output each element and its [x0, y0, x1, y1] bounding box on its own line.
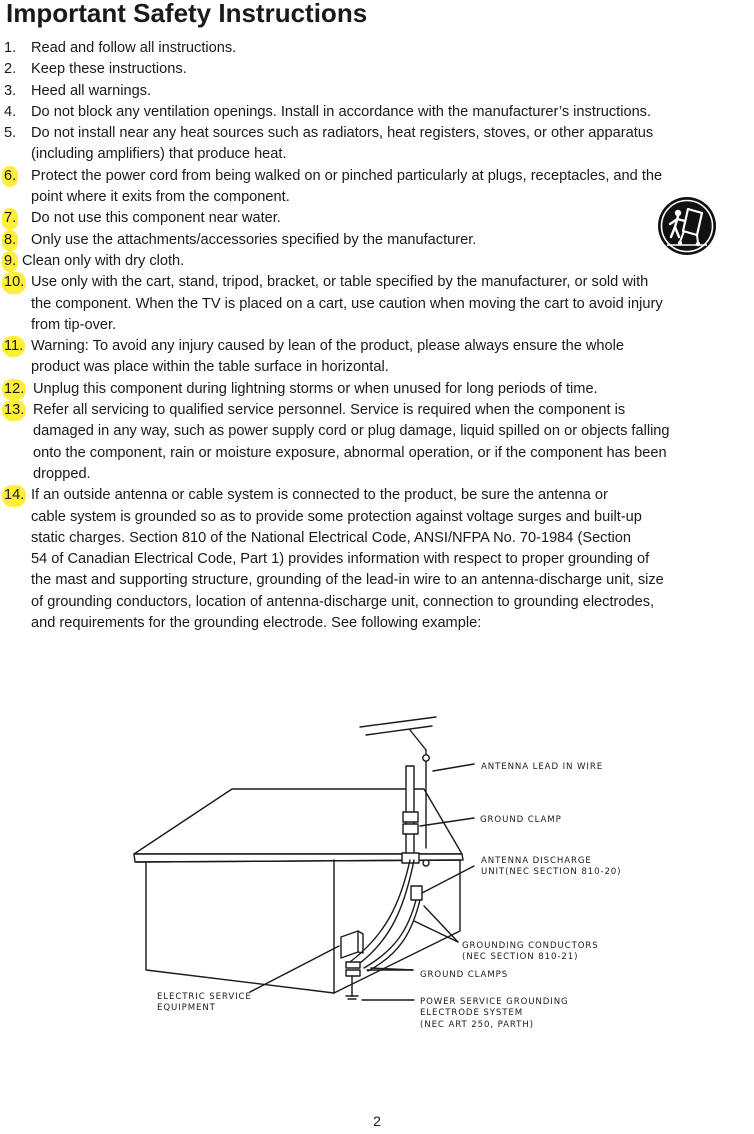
label-antenna-discharge-line-2: UNIT(NEC SECTION 810-20) [481, 867, 622, 877]
instruction-line: point where it exits from the component. [31, 189, 290, 206]
label-power-service-line-3: (NEC ART 250, PARTH) [420, 1020, 534, 1030]
page-number: 2 [373, 1113, 381, 1129]
instruction-line: Warning: To avoid any injury caused by lean of the product, please always ensure the whole [31, 338, 625, 355]
safety-instructions-list [0, 38, 754, 634]
instruction-number-highlighted: 8. [2, 230, 18, 251]
instruction-line: If an outside antenna or cable system is connected to the product, be sure the antenna or [31, 487, 608, 504]
instruction-number: 3. [4, 82, 17, 99]
instruction-line: (including amplifiers) that produce heat. [31, 146, 287, 163]
instruction-number-highlighted: 6. [2, 166, 18, 187]
instruction-item-6 [0, 166, 754, 209]
cart-tip-over-warning-icon [657, 196, 717, 256]
instruction-line: cable system is grounded so as to provide some protection against voltage surges and built-up [31, 508, 642, 525]
instruction-line: Clean only with dry cloth. [22, 252, 185, 269]
instruction-item-4 [0, 102, 754, 123]
instruction-line: Refer all servicing to qualified service personnel. Service is required when the component is [33, 402, 626, 419]
instruction-number-highlighted: 14. [2, 485, 26, 506]
label-antenna-lead-in-wire: ANTENNA LEAD IN WIRE [481, 762, 604, 772]
instruction-line: Protect the power cord from being walked on or pinched particularly at plugs, receptacles, and the [31, 167, 663, 184]
instruction-line: the component. When the TV is placed on a cart, use caution when moving the cart to avoid injury [31, 295, 663, 312]
instruction-item-8 [0, 230, 754, 251]
instruction-line: Do not use this component near water. [31, 210, 281, 227]
label-grounding-conductors-line-1: GROUNDING CONDUCTORS [462, 941, 599, 951]
instruction-line: product was place within the table surface in horizontal. [31, 359, 389, 376]
instruction-line: onto the component, rain or moisture exposure, abnormal operation, or if the component has been [33, 444, 667, 461]
antenna-grounding-diagram [0, 700, 754, 1040]
instruction-item-7 [0, 208, 754, 229]
instruction-item-5 [0, 123, 754, 166]
instruction-item-13 [0, 400, 754, 485]
label-antenna-discharge-line-1: ANTENNA DISCHARGE [481, 856, 592, 866]
instruction-item-14 [0, 485, 754, 634]
instruction-line: Do not install near any heat sources such as radiators, heat registers, stoves, or other apparatus [31, 125, 654, 142]
instruction-number-highlighted: 7. [2, 208, 18, 229]
electric-service-equipment [341, 931, 363, 999]
instruction-line: Read and follow all instructions. [31, 40, 237, 56]
instruction-number-highlighted: 13. [2, 400, 26, 421]
instruction-line: Unplug this component during lightning storms or when unused for long periods of time. [33, 380, 598, 397]
instruction-item-1 [0, 38, 754, 59]
instruction-line: Heed all warnings. [31, 82, 152, 99]
instruction-number-highlighted: 9. [2, 251, 18, 272]
instruction-line: the mast and supporting structure, grounding of the lead-in wire to an antenna-discharge unit, size [31, 572, 664, 589]
instruction-number-highlighted: 10. [2, 272, 26, 293]
instruction-item-3 [0, 81, 754, 102]
label-power-service-line-2: ELECTRODE SYSTEM [420, 1008, 524, 1018]
grounding-conductors [350, 860, 420, 971]
label-ground-clamps: GROUND CLAMPS [420, 970, 509, 980]
instruction-line: Use only with the cart, stand, tripod, bracket, or table specified by the manufacturer, or sold with [31, 274, 649, 291]
instruction-line: from tip-over. [31, 316, 117, 333]
instruction-line: Only use the attachments/accessories specified by the manufacturer. [31, 231, 477, 248]
page-title: Important Safety Instructions [6, 0, 368, 28]
instruction-line: 54 of Canadian Electrical Code, Part 1) provides information with respect to proper grounding of [31, 551, 650, 568]
instruction-number-highlighted: 12. [2, 379, 26, 400]
instruction-number-highlighted: 11. [2, 336, 25, 357]
label-grounding-conductors-line-2: (NEC SECTION 810-21) [462, 952, 579, 962]
instruction-line: Do not block any ventilation openings. Install in accordance with the manufacturer’s instructions. [31, 103, 652, 120]
antenna-discharge-unit [411, 860, 429, 900]
instruction-line: and requirements for the grounding electrode. See following example: [31, 615, 482, 632]
label-ground-clamp: GROUND CLAMP [480, 815, 562, 825]
instruction-line: damaged in any way, such as power supply cord or plug damage, liquid spilled on or objects falling [33, 423, 670, 440]
instruction-line: of grounding conductors, location of antenna-discharge unit, connection to grounding electrodes, [31, 593, 655, 610]
instruction-number: 5. [4, 125, 17, 142]
instruction-item-2 [0, 59, 754, 80]
label-electric-service-line-1: ELECTRIC SERVICE [157, 992, 252, 1002]
instruction-line: Keep these instructions. [31, 61, 187, 78]
instruction-line: dropped. [33, 465, 91, 482]
instruction-number: 2. [4, 61, 17, 78]
instruction-number: 4. [4, 103, 17, 120]
instruction-item-9 [0, 251, 754, 272]
instruction-item-11 [0, 336, 754, 379]
instruction-item-10 [0, 272, 754, 336]
instruction-number: 1. [4, 40, 17, 56]
label-electric-service-line-2: EQUIPMENT [157, 1003, 216, 1013]
instruction-item-12 [0, 379, 754, 400]
instruction-line: static charges. Section 810 of the National Electrical Code, ANSI/NFPA No. 70-1984 (Section [31, 529, 632, 546]
label-power-service-line-1: POWER SERVICE GROUNDING [420, 997, 569, 1007]
